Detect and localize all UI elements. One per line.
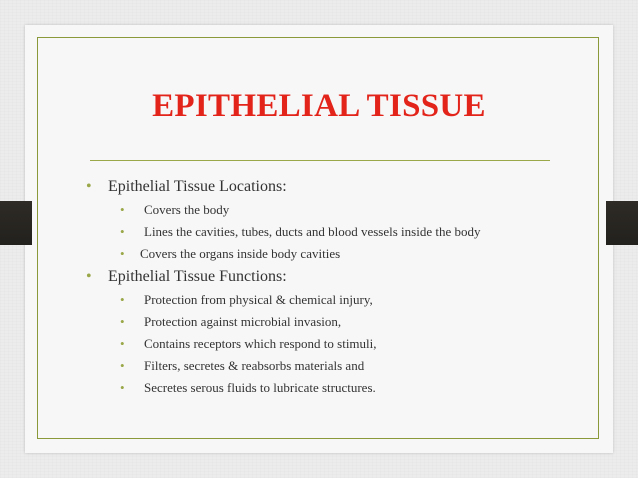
title-underline [90,160,550,161]
bullet-icon: • [120,202,125,217]
bullet-icon: • [120,314,125,329]
bullet-icon: • [120,336,125,351]
bullet-icon: • [86,268,92,285]
list-item-text: Lines the cavities, tubes, ducts and blood vessels inside the body [144,224,481,239]
list-item [86,311,606,333]
list-item [86,355,606,377]
list-item-text: Contains receptors which respond to stimuli, [144,336,377,351]
list-item [86,377,606,399]
list-item-text: Filters, secretes & reabsorbs materials and [144,358,365,373]
bullet-icon: • [120,380,125,395]
left-side-tab [0,201,32,245]
section-heading [86,267,606,287]
list-item-text: Secretes serous fluids to lubricate structures. [144,380,376,395]
bullet-icon: • [120,292,125,307]
bullet-icon: • [120,358,125,373]
list-item [86,289,606,311]
list-item [86,221,606,243]
bullet-icon: • [120,224,125,239]
section-heading-text: Epithelial Tissue Locations: [108,178,287,195]
list-item-text: Protection against microbial invasion, [144,314,342,329]
section-heading [86,177,606,197]
list-item-text: Covers the body [144,202,230,217]
right-side-tab [606,201,638,245]
section-heading-text: Epithelial Tissue Functions: [108,268,287,285]
list-item [86,243,606,265]
slide-title: EPITHELIAL TISSUE [152,88,486,124]
section-functions [86,267,606,399]
list-item [86,333,606,355]
slide-content [86,172,606,401]
list-item-text: Covers the organs inside body cavities [140,246,341,261]
list-item [86,199,606,221]
bullet-icon: • [120,246,125,261]
section-locations [86,177,606,265]
list-item-text: Protection from physical & chemical injury, [144,292,373,307]
bullet-icon: • [86,178,92,195]
